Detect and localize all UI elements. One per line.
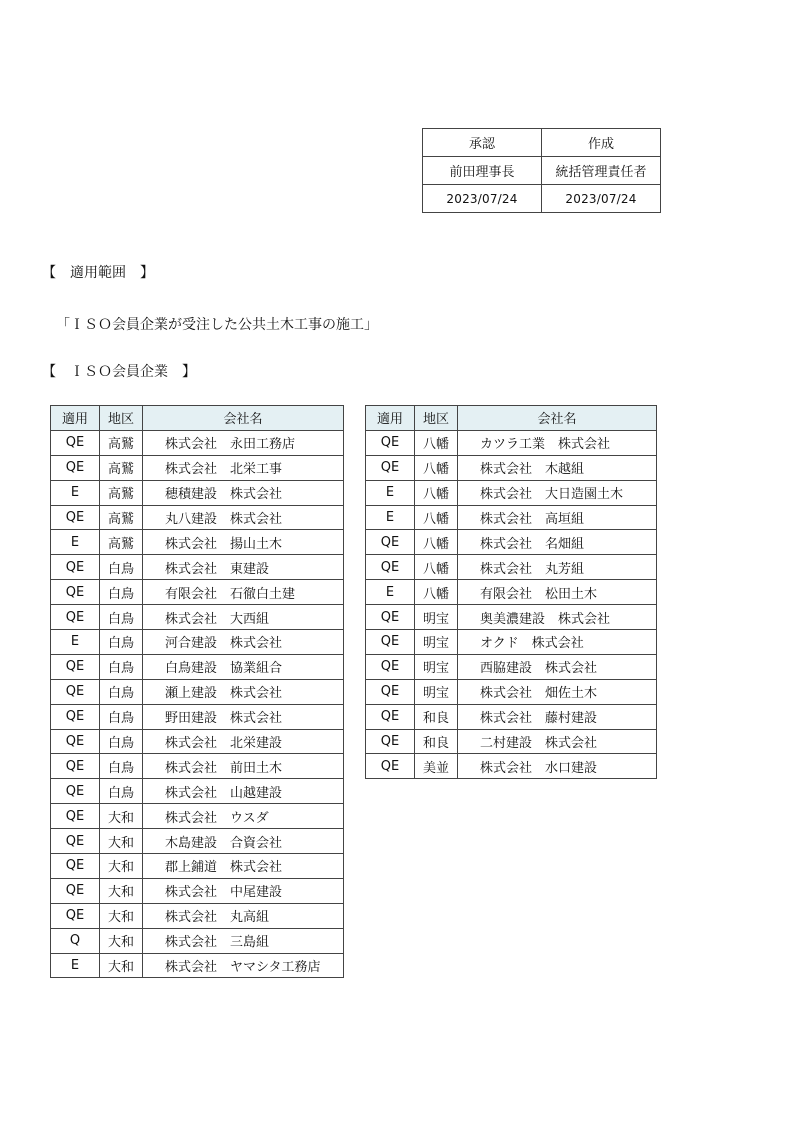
column-header-district: 地区: [415, 406, 458, 431]
cell-company: 株式会社 山越建設: [143, 779, 344, 804]
cell-company: 瀬上建設 株式会社: [143, 679, 344, 704]
cell-district: 白鳥: [100, 605, 143, 630]
cell-scope: QE: [366, 754, 415, 779]
cell-scope: QE: [366, 430, 415, 455]
cell-scope: QE: [366, 605, 415, 630]
cell-district: 明宝: [415, 630, 458, 655]
cell-district: 大和: [100, 953, 143, 978]
creation-date: 2023/07/24: [542, 185, 661, 213]
cell-company: 白鳥建設 協業組合: [143, 654, 344, 679]
table-row: [366, 530, 657, 555]
table-row: [366, 729, 657, 754]
table-row: [51, 555, 344, 580]
approval-header-row: [423, 129, 661, 157]
cell-district: 美並: [415, 754, 458, 779]
approval-date: 2023/07/24: [423, 185, 542, 213]
table-row: [51, 903, 344, 928]
cell-company: カツラ工業 株式会社: [458, 430, 657, 455]
cell-scope: Q: [51, 928, 100, 953]
cell-scope: E: [366, 505, 415, 530]
cell-district: 八幡: [415, 455, 458, 480]
table-row: [366, 480, 657, 505]
cell-district: 和良: [415, 729, 458, 754]
member-table-left: [50, 405, 344, 978]
cell-district: 高鷲: [100, 530, 143, 555]
cell-company: 有限会社 松田土木: [458, 580, 657, 605]
table-row: [51, 704, 344, 729]
cell-scope: QE: [51, 729, 100, 754]
cell-district: 大和: [100, 903, 143, 928]
table-row: [366, 679, 657, 704]
table-row: [51, 580, 344, 605]
cell-company: 西脇建設 株式会社: [458, 654, 657, 679]
cell-scope: E: [51, 953, 100, 978]
approver-name: 前田理事長: [423, 157, 542, 185]
cell-scope: QE: [51, 605, 100, 630]
cell-company: 株式会社 ウスダ: [143, 804, 344, 829]
cell-company: 株式会社 高垣組: [458, 505, 657, 530]
cell-district: 和良: [415, 704, 458, 729]
cell-scope: QE: [51, 829, 100, 854]
cell-company: 株式会社 三島組: [143, 928, 344, 953]
cell-company: 株式会社 丸高組: [143, 903, 344, 928]
approval-name-row: [423, 157, 661, 185]
cell-company: 株式会社 藤村建設: [458, 704, 657, 729]
table-row: [51, 605, 344, 630]
cell-scope: E: [366, 480, 415, 505]
cell-district: 大和: [100, 878, 143, 903]
cell-scope: QE: [51, 878, 100, 903]
cell-scope: QE: [51, 455, 100, 480]
cell-scope: E: [366, 580, 415, 605]
table-row: [51, 754, 344, 779]
table-row: [51, 630, 344, 655]
cell-district: 大和: [100, 854, 143, 879]
table-row: [366, 505, 657, 530]
scope-text: 「ＩＳＯ会員企業が受注した公共土木工事の施工」: [56, 317, 378, 333]
cell-company: 穂積建設 株式会社: [143, 480, 344, 505]
cell-scope: QE: [51, 654, 100, 679]
table-row: [51, 729, 344, 754]
members-heading: 【 ＩＳＯ会員企業 】: [42, 364, 196, 380]
cell-company: 株式会社 ヤマシタ工務店: [143, 953, 344, 978]
table-row: [51, 953, 344, 978]
cell-scope: QE: [366, 729, 415, 754]
cell-district: 白鳥: [100, 704, 143, 729]
cell-district: 白鳥: [100, 654, 143, 679]
cell-district: 八幡: [415, 505, 458, 530]
cell-scope: QE: [51, 779, 100, 804]
cell-scope: QE: [51, 505, 100, 530]
approval-stamp-table: [422, 128, 661, 213]
cell-district: 八幡: [415, 555, 458, 580]
table-row: [366, 605, 657, 630]
cell-scope: E: [51, 480, 100, 505]
column-header-district: 地区: [100, 406, 143, 431]
cell-district: 白鳥: [100, 729, 143, 754]
cell-district: 白鳥: [100, 679, 143, 704]
cell-scope: E: [51, 630, 100, 655]
cell-district: 高鷲: [100, 430, 143, 455]
scope-heading: 【 適用範囲 】: [42, 265, 154, 281]
column-header-company: 会社名: [458, 406, 657, 431]
table-row: [51, 928, 344, 953]
cell-company: オクド 株式会社: [458, 630, 657, 655]
cell-scope: QE: [366, 455, 415, 480]
member-table-header-row: [366, 406, 657, 431]
column-header-company: 会社名: [143, 406, 344, 431]
cell-district: 八幡: [415, 430, 458, 455]
cell-scope: QE: [366, 630, 415, 655]
table-row: [366, 455, 657, 480]
cell-district: 明宝: [415, 654, 458, 679]
cell-company: 株式会社 北栄建設: [143, 729, 344, 754]
table-row: [366, 430, 657, 455]
cell-company: 野田建設 株式会社: [143, 704, 344, 729]
member-table-right: [365, 405, 657, 779]
approval-header-create: 作成: [542, 129, 661, 157]
cell-scope: QE: [51, 903, 100, 928]
cell-district: 明宝: [415, 679, 458, 704]
table-row: [51, 779, 344, 804]
member-table-header-row: [51, 406, 344, 431]
cell-district: 八幡: [415, 530, 458, 555]
cell-company: 株式会社 大日造園土木: [458, 480, 657, 505]
cell-company: 有限会社 石徹白土建: [143, 580, 344, 605]
column-header-scope: 適用: [366, 406, 415, 431]
cell-company: 株式会社 永田工務店: [143, 430, 344, 455]
cell-company: 株式会社 東建設: [143, 555, 344, 580]
cell-company: 木島建設 合資会社: [143, 829, 344, 854]
cell-district: 白鳥: [100, 754, 143, 779]
cell-company: 河合建設 株式会社: [143, 630, 344, 655]
approval-date-row: [423, 185, 661, 213]
table-row: [366, 754, 657, 779]
table-row: [51, 480, 344, 505]
creator-name: 統括管理責任者: [542, 157, 661, 185]
cell-scope: QE: [51, 804, 100, 829]
cell-scope: QE: [366, 679, 415, 704]
cell-scope: QE: [366, 530, 415, 555]
table-row: [51, 804, 344, 829]
table-row: [51, 455, 344, 480]
cell-company: 株式会社 中尾建設: [143, 878, 344, 903]
cell-company: 丸八建設 株式会社: [143, 505, 344, 530]
approval-header-approve: 承認: [423, 129, 542, 157]
cell-company: 株式会社 木越組: [458, 455, 657, 480]
cell-company: 株式会社 大西組: [143, 605, 344, 630]
cell-district: 高鷲: [100, 505, 143, 530]
table-row: [366, 630, 657, 655]
cell-district: 白鳥: [100, 779, 143, 804]
table-row: [51, 654, 344, 679]
cell-company: 株式会社 名畑組: [458, 530, 657, 555]
cell-scope: QE: [51, 430, 100, 455]
cell-district: 大和: [100, 829, 143, 854]
cell-scope: QE: [51, 704, 100, 729]
table-row: [51, 505, 344, 530]
table-row: [366, 704, 657, 729]
table-row: [51, 854, 344, 879]
cell-company: 株式会社 水口建設: [458, 754, 657, 779]
cell-district: 高鷲: [100, 480, 143, 505]
cell-scope: QE: [366, 555, 415, 580]
cell-district: 明宝: [415, 605, 458, 630]
cell-scope: QE: [366, 654, 415, 679]
cell-scope: E: [51, 530, 100, 555]
cell-company: 株式会社 丸芳組: [458, 555, 657, 580]
column-header-scope: 適用: [51, 406, 100, 431]
cell-scope: QE: [51, 555, 100, 580]
cell-company: 奥美濃建設 株式会社: [458, 605, 657, 630]
cell-district: 白鳥: [100, 630, 143, 655]
cell-scope: QE: [51, 679, 100, 704]
table-row: [51, 679, 344, 704]
table-row: [366, 654, 657, 679]
cell-district: 大和: [100, 928, 143, 953]
cell-company: 郡上鋪道 株式会社: [143, 854, 344, 879]
cell-company: 株式会社 北栄工事: [143, 455, 344, 480]
cell-scope: QE: [51, 580, 100, 605]
cell-company: 株式会社 揚山土木: [143, 530, 344, 555]
cell-district: 高鷲: [100, 455, 143, 480]
cell-district: 白鳥: [100, 555, 143, 580]
cell-company: 株式会社 前田土木: [143, 754, 344, 779]
cell-district: 八幡: [415, 480, 458, 505]
table-row: [366, 555, 657, 580]
table-row: [51, 430, 344, 455]
cell-district: 八幡: [415, 580, 458, 605]
cell-scope: QE: [51, 854, 100, 879]
cell-company: 株式会社 畑佐土木: [458, 679, 657, 704]
cell-company: 二村建設 株式会社: [458, 729, 657, 754]
table-row: [51, 878, 344, 903]
table-row: [51, 530, 344, 555]
cell-scope: QE: [366, 704, 415, 729]
cell-scope: QE: [51, 754, 100, 779]
cell-district: 白鳥: [100, 580, 143, 605]
table-row: [366, 580, 657, 605]
table-row: [51, 829, 344, 854]
cell-district: 大和: [100, 804, 143, 829]
